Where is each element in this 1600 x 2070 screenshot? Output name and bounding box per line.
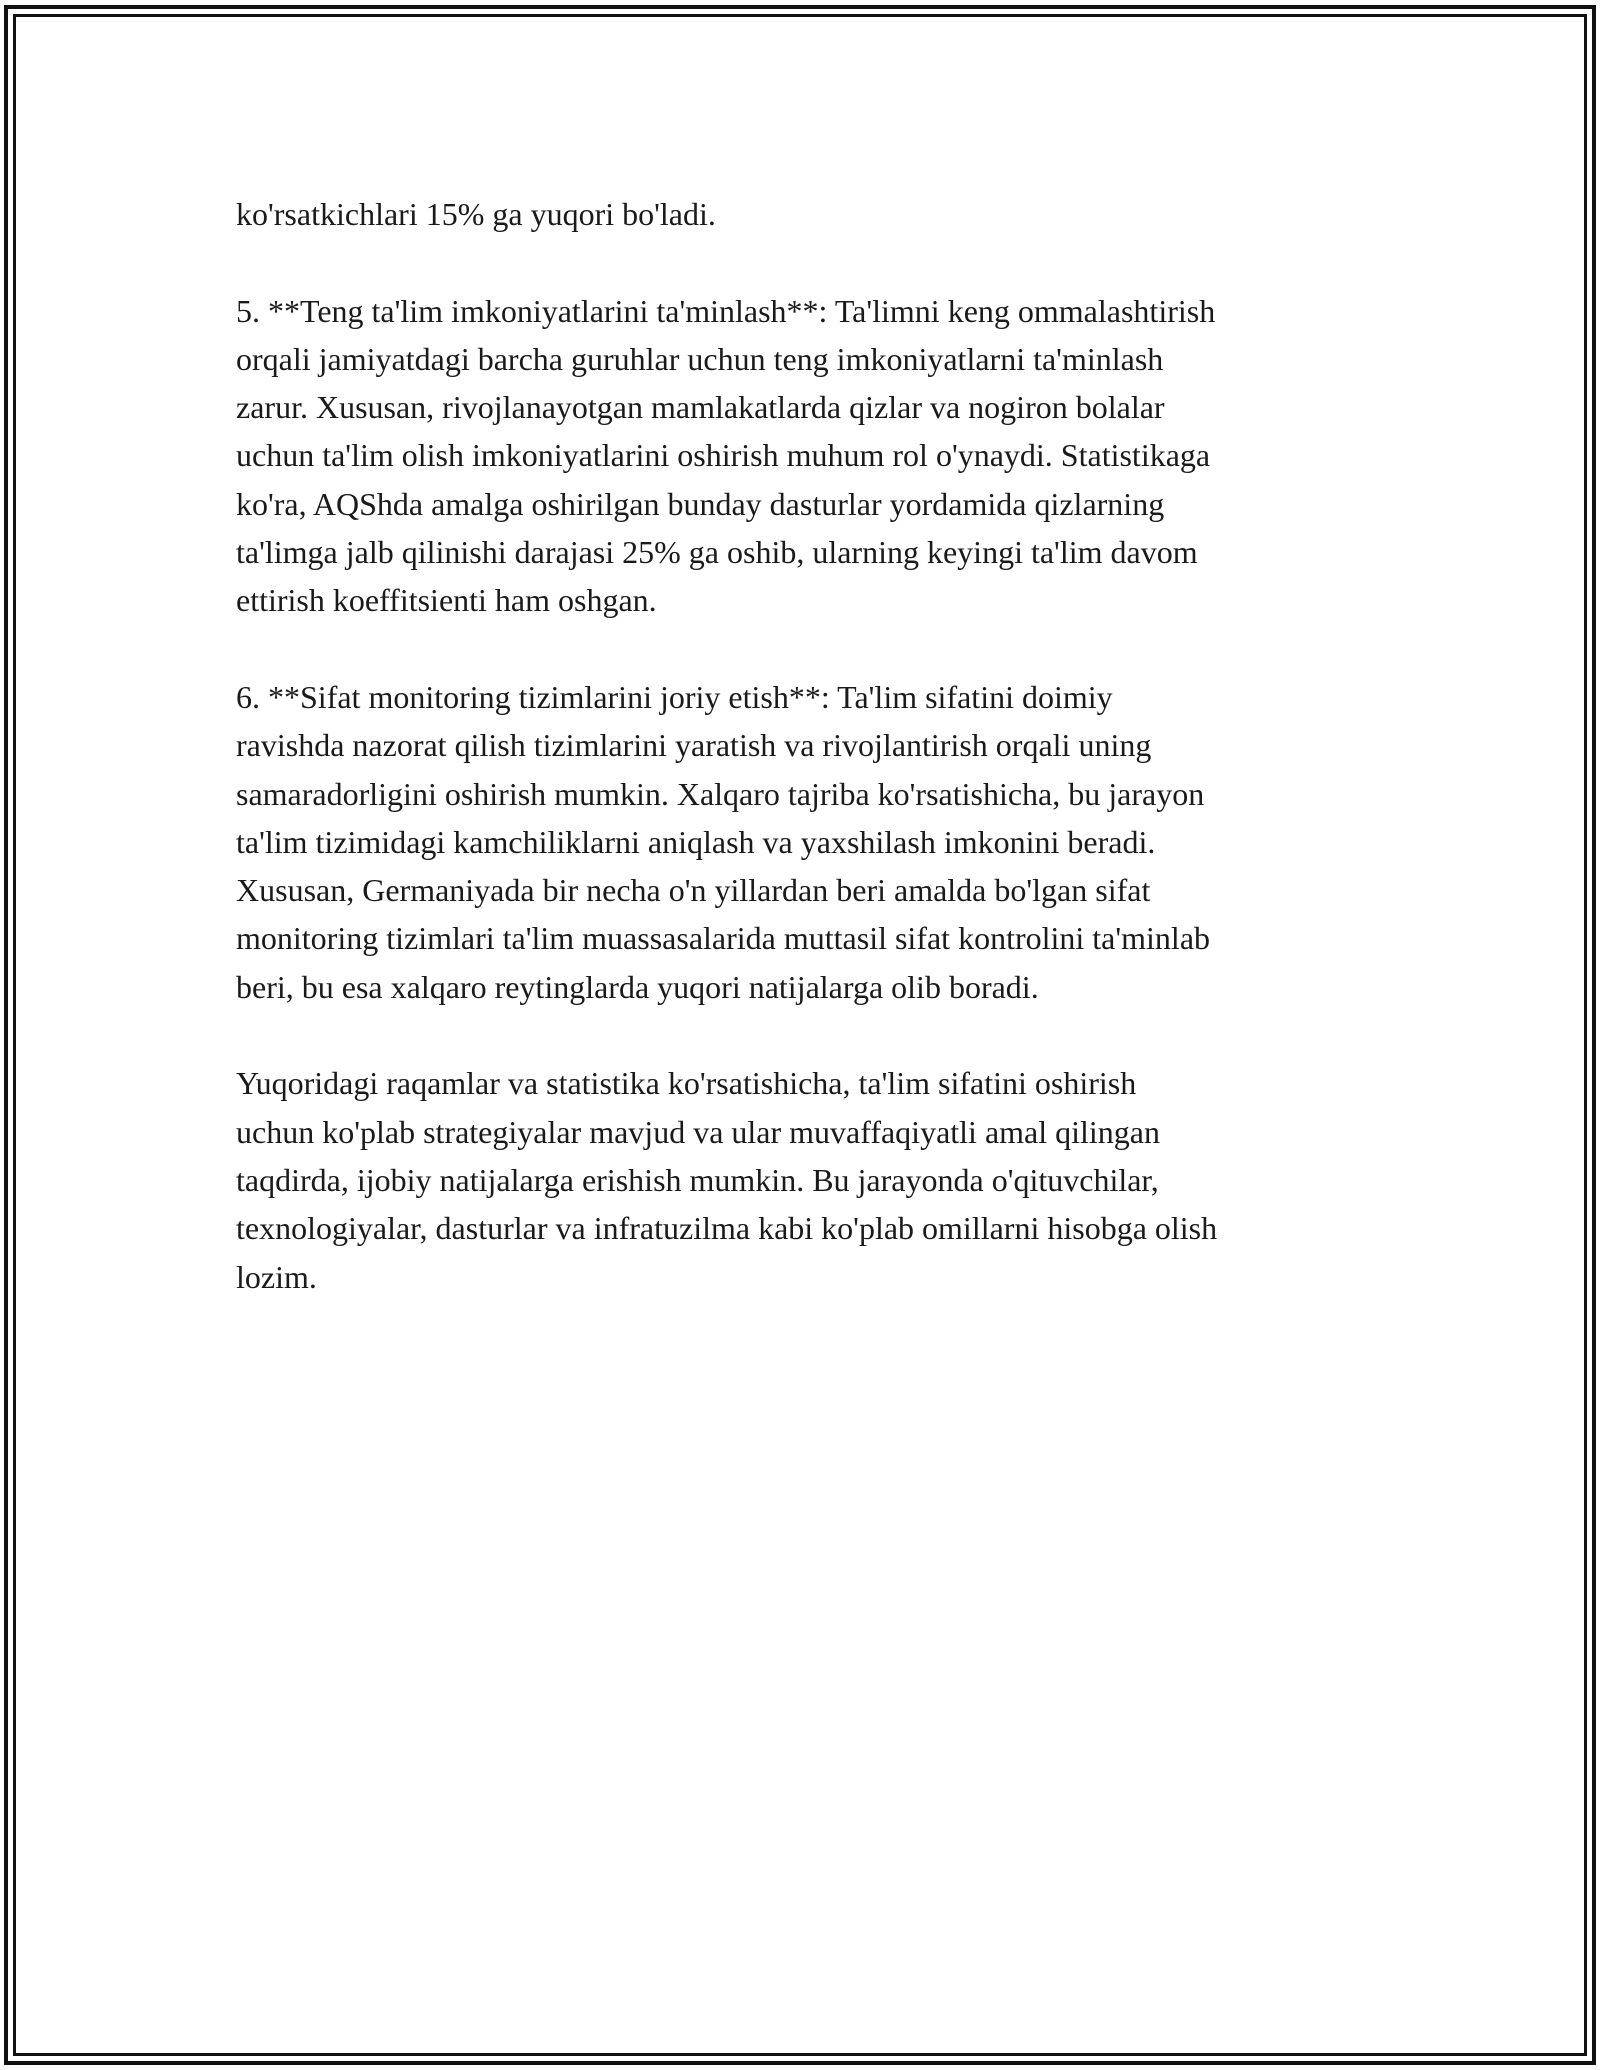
paragraph-item-6: 6. **Sifat monitoring tizimlarini joriy etish**: Ta'lim sifatini doimiy ravishda nazorat qilish tizimlarini yaratish va rivojlantirish orqali uning samaradorligini oshirish mumkin. Xalqaro tajriba ko'rsatishicha, bu jarayon ta'lim tizimidagi kamchiliklarni aniqlash va yaxshilash imkonini beradi. Xususan, Germaniyada bir necha o'n yillardan beri amalda bo'lgan sifat monitoring tizimlari ta'lim muassasalarida muttasil sifat kontrolini ta'minlab beri, bu esa xalqaro reytinglarda yuqori natijalarga olib boradi. [236,678,1211,1005]
paragraph-item-5: 5. **Teng ta'lim imkoniyatlarini ta'minlash**: Ta'limni keng ommalashtirish orqali jamiyatdagi barcha guruhlar uchun teng imkoniyatlarni ta'minlash zarur. Xususan, rivojlanayotgan mamlakatlarda qizlar va nogiron bolalar uchun ta'lim olish imkoniyatlarini oshirish muhum rol o'ynaydi. Statistikaga ko'ra, AQShda amalga oshirilgan bunday dasturlar yordamida qizlarning ta'limga jalb qilinishi darajasi 25% ga oshib, ularning keyingi ta'lim davom ettirish koeffitsienti ham oshgan. [236,292,1216,619]
paragraph-continuation: ko'rsatkichlari 15% ga yuqori bo'ladi. [236,196,716,232]
document-body [236,190,1376,1349]
paragraph-conclusion: Yuqoridagi raqamlar va statistika ko'rsatishicha, ta'lim sifatini oshirish uchun ko'plab strategiyalar mavjud va ular muvaffaqiyatli amal qilingan taqdirda, ijobiy natijalarga erishish mumkin. Bu jarayonda o'qituvchilar, texnologiyalar, dasturlar va infratuzilma kabi ko'plab omillarni hisobga olish lozim. [236,1065,1218,1295]
